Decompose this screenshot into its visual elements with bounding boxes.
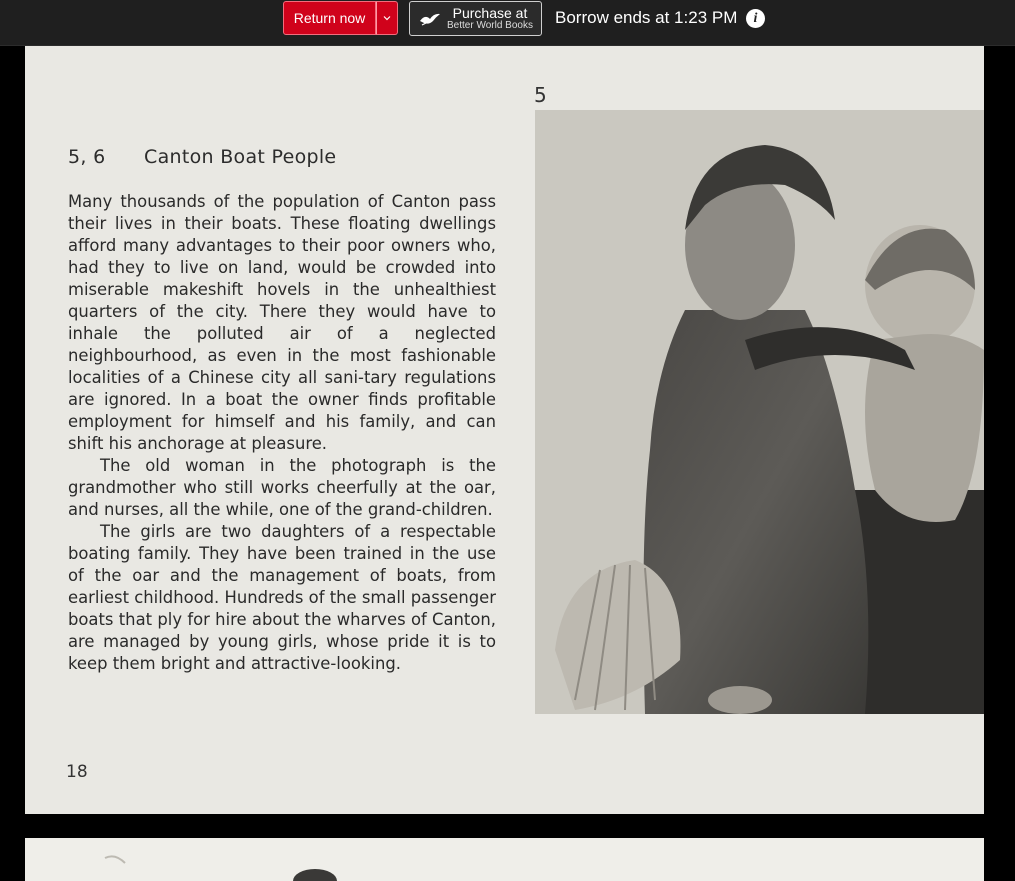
next-page-photo-fragment bbox=[25, 838, 984, 881]
borrow-toolbar bbox=[0, 0, 1015, 46]
purchase-label bbox=[447, 6, 533, 31]
heading-title: Canton Boat People bbox=[144, 146, 337, 168]
paragraph-3: The girls are two daughters of a respectable boating family. They have been trained in the use of the oar and the management of boats, from earliest childhood. Hundreds of the small passenger boats that ply for hire about the wharves of Canton, are managed by young girls, whose pride it is to keep them bright and attractive-looking. bbox=[68, 522, 496, 673]
return-button-group bbox=[283, 1, 398, 35]
book-page bbox=[25, 46, 984, 814]
purchase-button[interactable] bbox=[409, 1, 542, 36]
purchase-line1: Purchase at bbox=[452, 4, 528, 21]
bird-icon bbox=[419, 12, 441, 26]
purchase-line2: Better World Books bbox=[447, 19, 533, 31]
photograph bbox=[535, 110, 984, 714]
paragraph-2: The old woman in the photograph is the grandmother who still works cheerfully at the oar, and nurses, all the while, one of the grand-children. bbox=[68, 456, 496, 519]
borrow-status: Borrow ends at 1:23 PM bbox=[555, 8, 738, 27]
heading-number: 5, 6 bbox=[68, 146, 106, 168]
section-heading bbox=[68, 146, 336, 168]
return-options-dropdown[interactable] bbox=[376, 1, 398, 35]
page-folio: 18 bbox=[66, 762, 88, 782]
body-text bbox=[68, 191, 496, 675]
return-now-button[interactable]: Return now bbox=[283, 1, 376, 35]
next-book-page bbox=[25, 838, 984, 881]
info-icon[interactable]: i bbox=[746, 9, 765, 28]
paragraph-1: Many thousands of the population of Canton pass their lives in their boats. These floating dwellings afford many advantages to their poor owners who, had they to live on land, would be crowded into miserable makeshift hovels in the unhealthiest quarters of the city. There they would have to inhale the polluted air of a neglected neighbourhood, as even in the most fashionable localities of a Chinese city all sani-tary regulations are ignored. In a boat the owner finds profitable employment for himself and his family, and can shift his anchorage at pleasure. bbox=[68, 192, 496, 453]
chevron-down-icon bbox=[383, 15, 391, 21]
old-woman-photo bbox=[535, 110, 984, 714]
plate-number: 5 bbox=[534, 83, 547, 107]
